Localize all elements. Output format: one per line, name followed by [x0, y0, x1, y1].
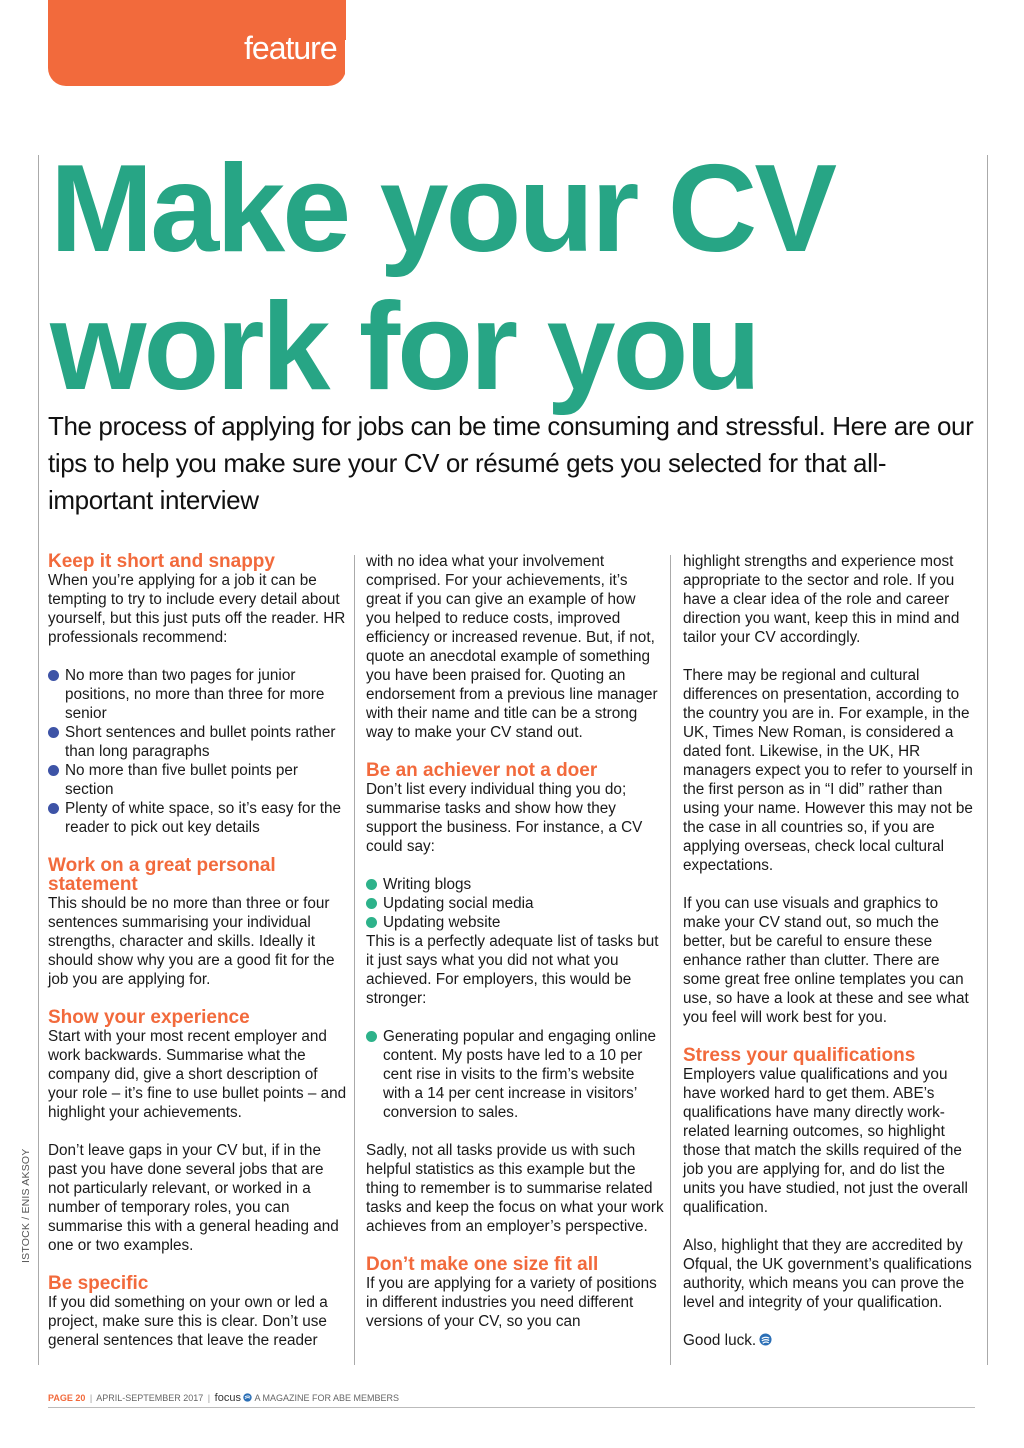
paragraph: When you’re applying for a job it can be tempting to try to include every detail about yourself, but this just puts off the reader. HR professionals recommend:: [48, 572, 346, 646]
page-footer: [48, 1392, 399, 1404]
heading-show-experience: Show your experience: [48, 1007, 250, 1028]
bullet-item: Generating popular and engaging online content. My posts have led to a 10 per cent rise in visits to the firm’s website with a 14 per cent increase in visitors’ conversion to sales.: [366, 1027, 664, 1122]
footer-divider: |: [89, 1393, 93, 1403]
bullet-item: No more than two pages for junior positions, no more than three for more senior: [48, 666, 348, 723]
photo-credit: ISTOCK / ENIS AKSOY: [20, 1148, 32, 1263]
paragraph: Don’t leave gaps in your CV but, if in the past you have done several jobs that are not particularly relevant, or worked in a number of temporary roles, you can summarise this with a general heading and one or two examples.: [48, 1142, 339, 1254]
bullet-list: [366, 1027, 664, 1122]
article-title: Make your CV work for you: [50, 140, 835, 416]
article-intro: The process of applying for jobs can be time consuming and stressful. Here are our tips to help you make sure your CV or résumé gets you selected for that all-important interview: [48, 411, 974, 515]
bullet-item: Updating website: [366, 913, 664, 932]
paragraph: Start with your most recent employer and work backwards. Summarise what the company did, give a short description of your role – it’s fine to use bullet points – and highlight your achievements.: [48, 1028, 347, 1121]
bullet-item: Plenty of white space, so it’s easy for the reader to pick out key details: [48, 799, 348, 837]
good-luck-text: Good luck.: [683, 1332, 757, 1349]
paragraph: Sadly, not all tasks provide us with such helpful statistics as this example but the thing to remember is to summarise related tasks and keep the focus on what your work achieves from an employer’s perspective.: [366, 1142, 664, 1235]
left-rule: [38, 155, 39, 1365]
column-rule-1: [354, 555, 355, 1365]
column-3: [683, 552, 979, 1350]
bullet-item: Updating social media: [366, 894, 664, 913]
paragraph: This should be no more than three or four sentences summarising your individual strengths, character and skills. Ideally it should show why you are a good fit for the job you are applying for.: [48, 895, 335, 988]
paragraph: If you did something on your own or led a project, make sure this is clear. Don’t use general sentences that leave the reader: [48, 1294, 328, 1349]
paragraph: highlight strengths and experience most appropriate to the sector and role. If you have a clear idea of the role and career direction you want, keep this in mind and tailor your CV accordingly.: [683, 553, 960, 646]
abe-logo-icon: [353, 36, 387, 70]
section-label: feature: [244, 30, 337, 66]
right-rule: [987, 155, 988, 1365]
paragraph: There may be regional and cultural differences on presentation, according to the country you are in. For example, in the UK, Times New Roman, is considered a dated font. Likewise, in the UK, HR managers expect you to refer to yourself in the first person as in “I did” rather than using your name. However this may not be the case in all countries so, if you are applying overseas, check local cultural expectations.: [683, 667, 973, 874]
paragraph: Employers value qualifications and you have worked hard to get them. ABE’s qualifications have many directly work-related learning outcomes, so highlight those that match the skills required of the job you are applying for, and do list the units you have studied, not just the overall qualification.: [683, 1066, 968, 1216]
bullet-item: No more than five bullet points per section: [48, 761, 348, 799]
issue-date: APRIL-SEPTEMBER 2017: [96, 1393, 204, 1403]
bullet-list: [366, 875, 664, 932]
heading-personal-statement: Work on a great personal statement: [48, 855, 276, 895]
heading-achiever: Be an achiever not a doer: [366, 760, 598, 781]
page-number: PAGE 20: [48, 1393, 86, 1403]
abe-logo-icon: [759, 1333, 772, 1346]
tab-divider: [345, 40, 346, 86]
heading-qualifications: Stress your qualifications: [683, 1045, 916, 1066]
paragraph: with no idea what your involvement comprised. For your achievements, it’s great if you can give an example of how you helped to reduce costs, improved efficiency or increased revenue. But, if not, quote an anecdotal example of something you have been praised for. Quoting an endorsement from a previous line manager with their name and title can be a strong way to make your CV stand out.: [366, 553, 658, 741]
heading-be-specific: Be specific: [48, 1273, 149, 1294]
footer-divider: |: [207, 1393, 211, 1403]
heading-keep-it-short: Keep it short and snappy: [48, 551, 275, 572]
magazine-tagline: A MAGAZINE FOR ABE MEMBERS: [254, 1393, 400, 1403]
footer-rule: [48, 1407, 975, 1408]
paragraph: This is a perfectly adequate list of tasks but it just says what you did not what you achieved. For employers, this would be stronger:: [366, 933, 659, 1007]
section-tab: [48, 0, 346, 86]
bullet-list: [48, 666, 348, 837]
paragraph: Don’t list every individual thing you do; summarise tasks and show how they support the business. For instance, a CV could say:: [366, 781, 643, 855]
heading-one-size: Don’t make one size fit all: [366, 1254, 599, 1275]
column-rule-2: [670, 555, 671, 1365]
abe-logo-icon: [243, 1393, 252, 1402]
paragraph: If you are applying for a variety of positions in different industries you need different versions of your CV, so you can: [366, 1275, 657, 1330]
column-1: [48, 552, 348, 1350]
magazine-name: focus: [214, 1392, 241, 1404]
column-2: [366, 552, 664, 1331]
paragraph: If you can use visuals and graphics to make your CV stand out, so much the better, but be careful to ensure these enhance rather than clutter. There are some great free online templates you can use, so have a look at these and see what you feel will work best for you.: [683, 895, 969, 1026]
paragraph: Also, highlight that they are accredited by Ofqual, the UK government’s qualifications authority, which means you can prove the level and integrity of your qualification.: [683, 1237, 972, 1311]
bullet-item: Writing blogs: [366, 875, 664, 894]
bullet-item: Short sentences and bullet points rather than long paragraphs: [48, 723, 348, 761]
sign-off: [683, 1331, 979, 1350]
